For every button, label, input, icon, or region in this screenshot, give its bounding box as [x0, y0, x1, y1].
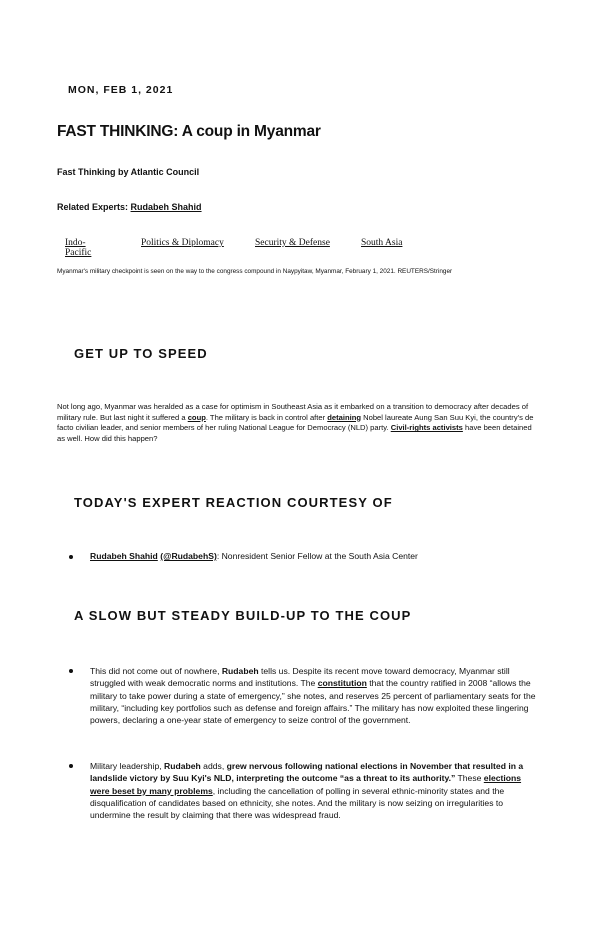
expert-handle-link[interactable]: (@RudabehS)	[160, 551, 217, 561]
section-heading-buildup: A SLOW BUT STEADY BUILD-UP TO THE COUP	[74, 608, 412, 623]
image-caption: Myanmar's military checkpoint is seen on the way to the congress compound in Naypyitaw, Myanmar, February 1, 2021. REUTERS/Stringer	[57, 268, 453, 275]
b1-text-c: that the country ratified in 2008 “allows the military to take power during a state of emergency,” she notes, and reserves 25 percent of parliamentary seats for the military, “including key portfolios such as defense and foreign affairs.” The military has now exploited these lingering powers, declaring a one-year state of emergency to seize control of the government.	[90, 678, 536, 726]
tag-security-defense[interactable]: Security & Defense	[255, 238, 330, 248]
list-item	[90, 665, 540, 726]
speed-paragraph	[57, 402, 537, 444]
expert-list-item	[90, 551, 418, 561]
speed-text-2: . The military is back in control after	[205, 412, 328, 422]
b1-expert-name: Rudabeh	[221, 666, 259, 676]
coup-link[interactable]: coup	[187, 412, 206, 422]
tag-south-asia[interactable]: South Asia	[361, 238, 403, 248]
tag-indo-pacific[interactable]: Indo-Pacific	[65, 238, 92, 258]
bullet-icon	[69, 555, 73, 559]
b2-text-d: , including the cancellation of polling in several ethnic-minority states and the disqualification of candidates based on ethnicity, she notes. And the military is now seizing on irregularities to undermine the result by claiming that there was widespread fraud.	[90, 785, 505, 821]
b2-expert-name: Rudabeh	[164, 761, 201, 771]
page-title: FAST THINKING: A coup in Myanmar	[57, 123, 321, 140]
byline: Fast Thinking by Atlantic Council	[57, 167, 200, 177]
b2-text-a: Military leadership,	[90, 761, 165, 771]
elections-link[interactable]: elections were beset by many problems	[90, 773, 522, 796]
detaining-link[interactable]: detaining	[327, 412, 361, 422]
section-heading-speed: GET UP TO SPEED	[74, 346, 208, 361]
article-date: MON, FEB 1, 2021	[68, 84, 174, 96]
list-item	[90, 760, 540, 821]
speed-text-4: have been detained as well. How did this happen?	[57, 423, 532, 443]
b2-text-c: These	[455, 773, 484, 784]
b2-text-b: adds,	[200, 761, 227, 771]
bullet-icon	[69, 669, 73, 673]
related-expert-link[interactable]: Rudabeh Shahid	[130, 202, 202, 212]
expert-name-link[interactable]: Rudabeh Shahid	[90, 551, 158, 561]
expert-description: : Nonresident Senior Fellow at the South Asia Center	[216, 551, 418, 561]
section-heading-expert: TODAY'S EXPERT REACTION COURTESY OF	[74, 495, 393, 510]
b2-bold-text: grew nervous following national elections in November that resulted in a landslide victory by Suu Kyi's NLD, interpreting the outcome “as a threat to its authority.”	[90, 761, 524, 784]
tag-politics-diplomacy[interactable]: Politics & Diplomacy	[141, 238, 224, 248]
b1-text-b: tells us. Despite its recent move toward democracy, Myanmar still struggled with weak democratic norms and institutions. The	[90, 666, 510, 689]
activists-link[interactable]: Civil-rights activists	[390, 423, 463, 433]
related-experts-label: Related Experts:	[57, 202, 129, 212]
bullet-icon	[69, 764, 73, 768]
speed-text-1: Not long ago, Myanmar was heralded as a case for optimism in Southeast Asia as it embarked on a transition to democracy after decades of military rule. But last night it suffered a	[57, 402, 529, 422]
related-experts	[57, 202, 202, 212]
b1-text-a: This did not come out of nowhere,	[90, 666, 222, 676]
speed-text-3: Nobel laureate Aung San Suu Kyi, the country's de facto civilian leader, and senior members of her ruling National League for Democracy (NLD) party.	[57, 412, 534, 433]
constitution-link[interactable]: constitution	[317, 678, 367, 689]
